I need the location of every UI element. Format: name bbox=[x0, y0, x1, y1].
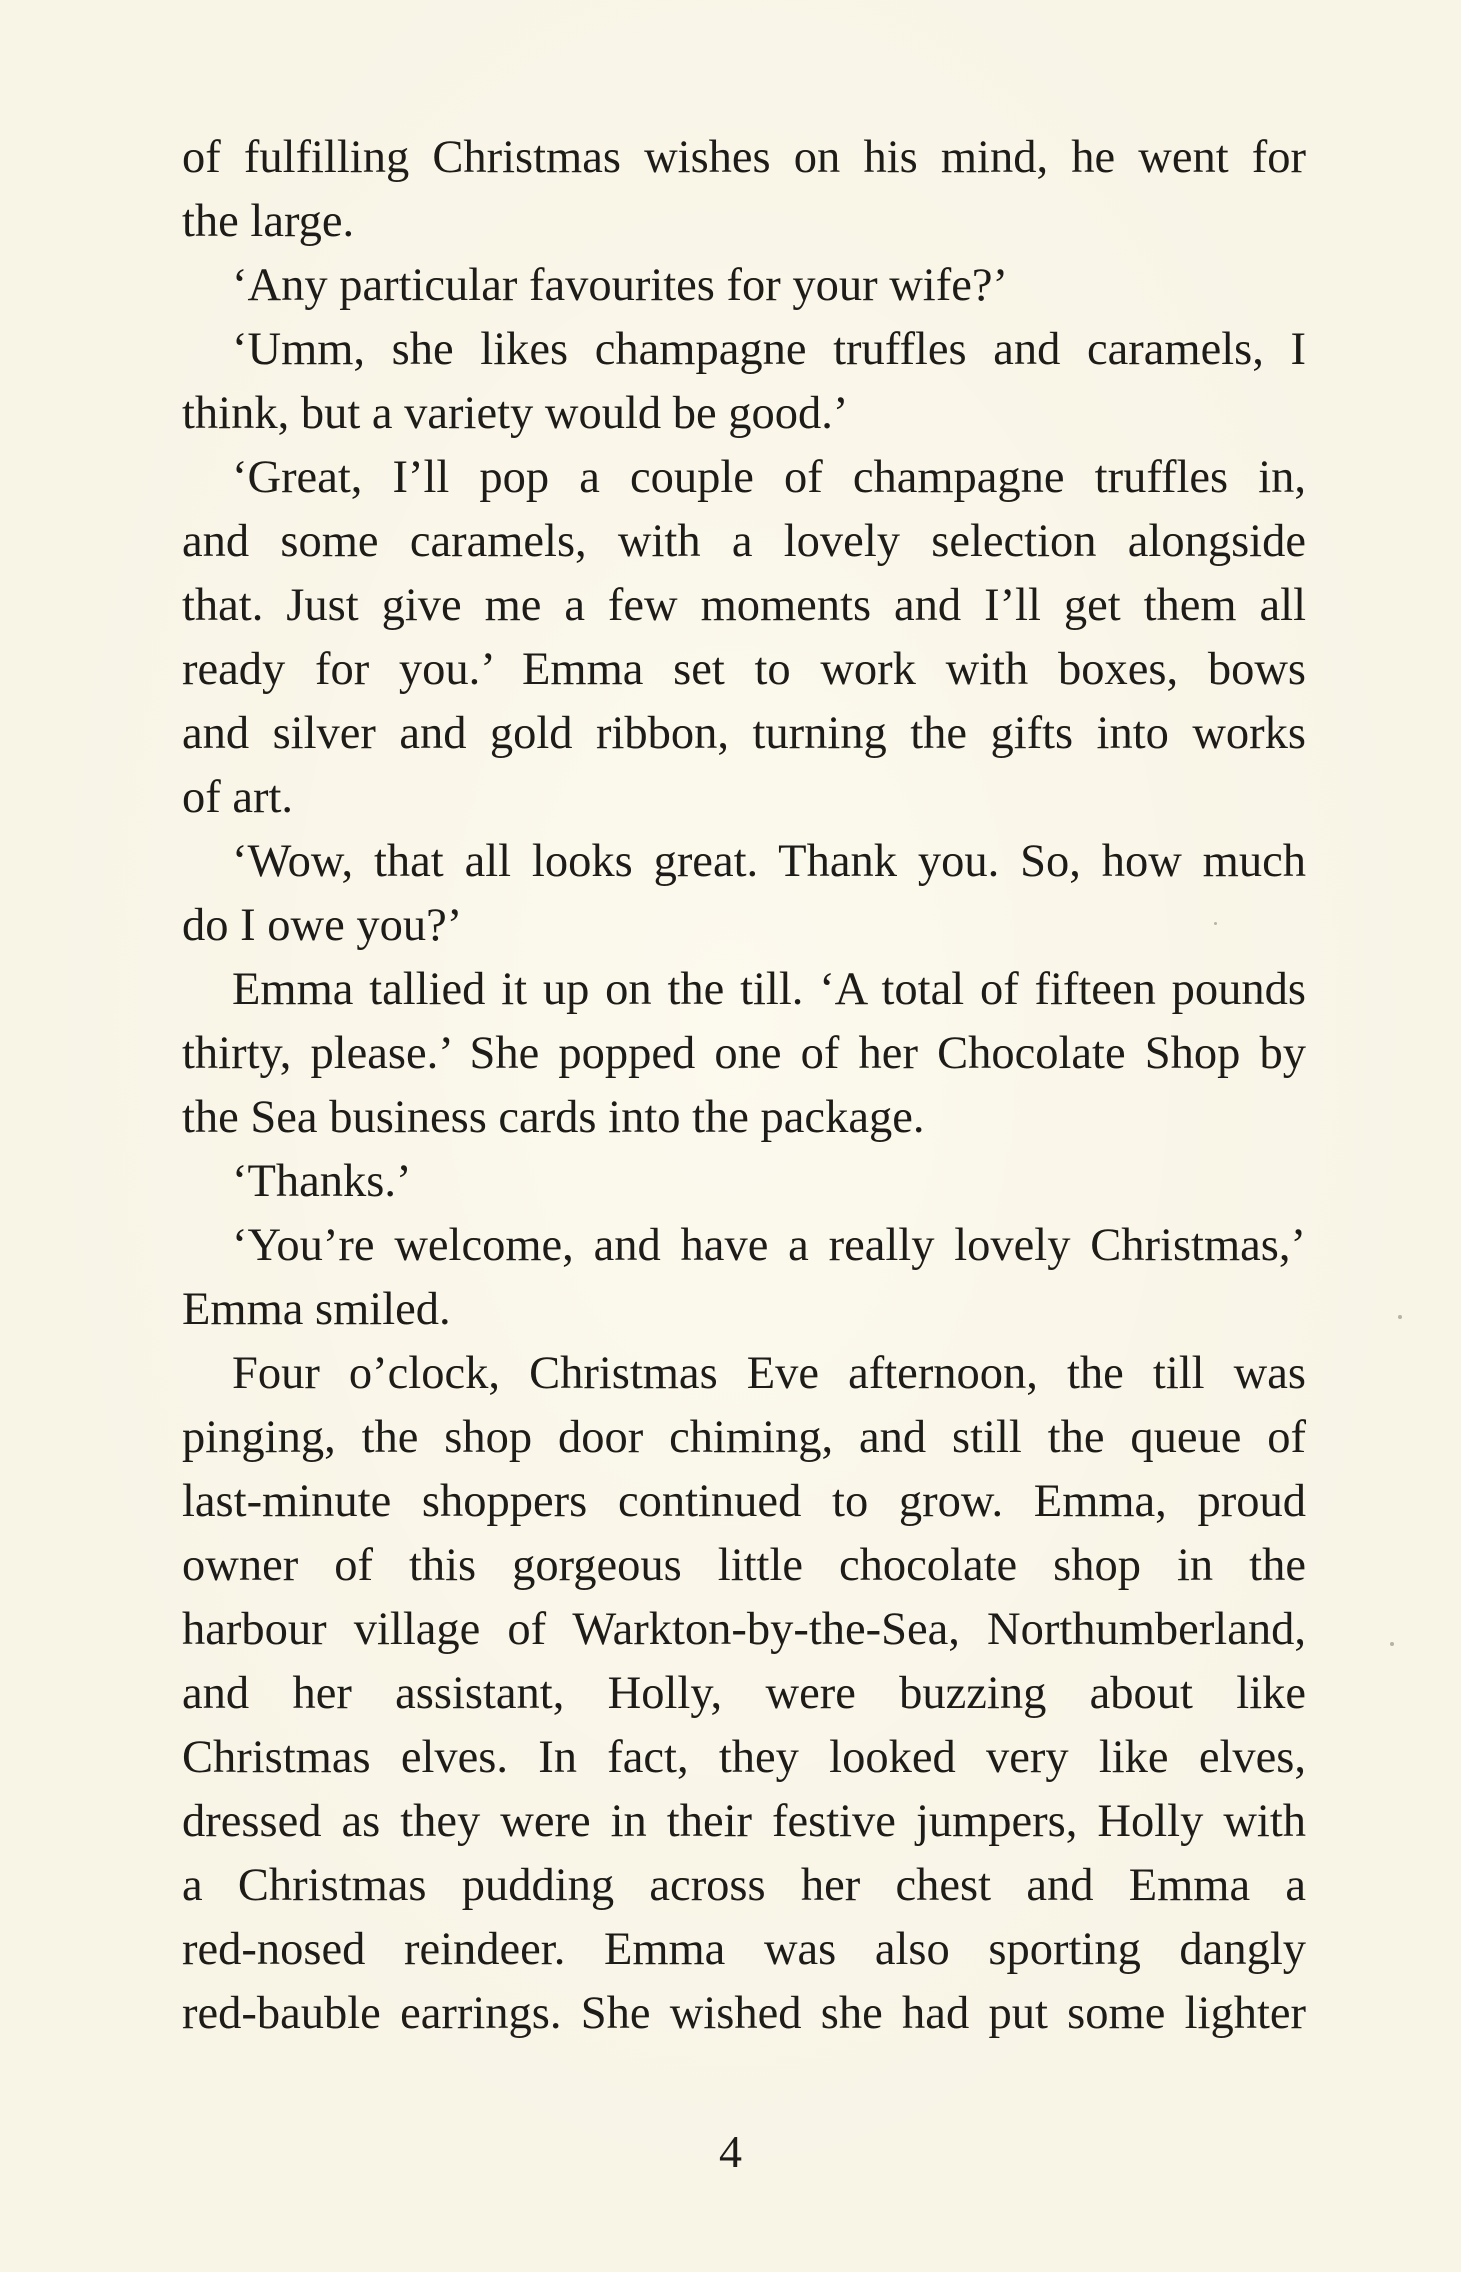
text-line: Four o’clock, Christmas Eve afternoon, the till was bbox=[232, 1348, 1306, 1399]
page-number: 4 bbox=[719, 2126, 742, 2177]
text-line: ‘Thanks.’ bbox=[232, 1156, 412, 1207]
text-line: of art. bbox=[182, 772, 294, 823]
text-line: ‘Great, I’ll pop a couple of champagne truffles in, bbox=[232, 452, 1306, 503]
text-line: and her assistant, Holly, were buzzing about like bbox=[182, 1668, 1306, 1719]
paper-speck bbox=[1390, 1642, 1394, 1646]
text-line: think, but a variety would be good.’ bbox=[182, 388, 849, 439]
text-line: harbour village of Warkton-by-the-Sea, Northumberland, bbox=[182, 1604, 1306, 1655]
text-line: Emma smiled. bbox=[182, 1284, 451, 1335]
text-line: ‘You’re welcome, and have a really lovely Christmas,’ bbox=[232, 1220, 1306, 1271]
text-line: owner of this gorgeous little chocolate shop in the bbox=[182, 1540, 1306, 1591]
text-line: and silver and gold ribbon, turning the gifts into works bbox=[182, 708, 1306, 759]
text-line: ‘Wow, that all looks great. Thank you. So, how much bbox=[232, 836, 1306, 887]
text-line: Christmas elves. In fact, they looked very like elves, bbox=[182, 1732, 1306, 1783]
text-line: that. Just give me a few moments and I’ll get them all bbox=[182, 580, 1306, 631]
text-line: and some caramels, with a lovely selection alongside bbox=[182, 516, 1306, 567]
text-line: ‘Umm, she likes champagne truffles and caramels, I bbox=[232, 324, 1306, 375]
text-line: red-bauble earrings. She wished she had put some lighter bbox=[182, 1988, 1306, 2039]
paper-speck bbox=[1214, 922, 1217, 925]
text-line: a Christmas pudding across her chest and Emma a bbox=[182, 1860, 1306, 1911]
text-line: pinging, the shop door chiming, and still the queue of bbox=[182, 1412, 1306, 1463]
text-line: the Sea business cards into the package. bbox=[182, 1092, 925, 1143]
text-line: dressed as they were in their festive jumpers, Holly with bbox=[182, 1796, 1306, 1847]
text-line: the large. bbox=[182, 196, 355, 247]
text-line: do I owe you?’ bbox=[182, 900, 463, 951]
text-line: red-nosed reindeer. Emma was also sporting dangly bbox=[182, 1924, 1306, 1975]
text-line: last-minute shoppers continued to grow. Emma, proud bbox=[182, 1476, 1306, 1527]
text-line: thirty, please.’ She popped one of her Chocolate Shop by bbox=[182, 1028, 1306, 1079]
text-line: ‘Any particular favourites for your wife?’ bbox=[232, 260, 1008, 311]
paper-speck bbox=[1398, 1315, 1402, 1319]
text-line: Emma tallied it up on the till. ‘A total of fifteen pounds bbox=[232, 964, 1306, 1015]
text-line: of fulfilling Christmas wishes on his mind, he went for bbox=[182, 132, 1306, 183]
body-text bbox=[182, 126, 1306, 2046]
text-line: ready for you.’ Emma set to work with boxes, bows bbox=[182, 644, 1306, 695]
